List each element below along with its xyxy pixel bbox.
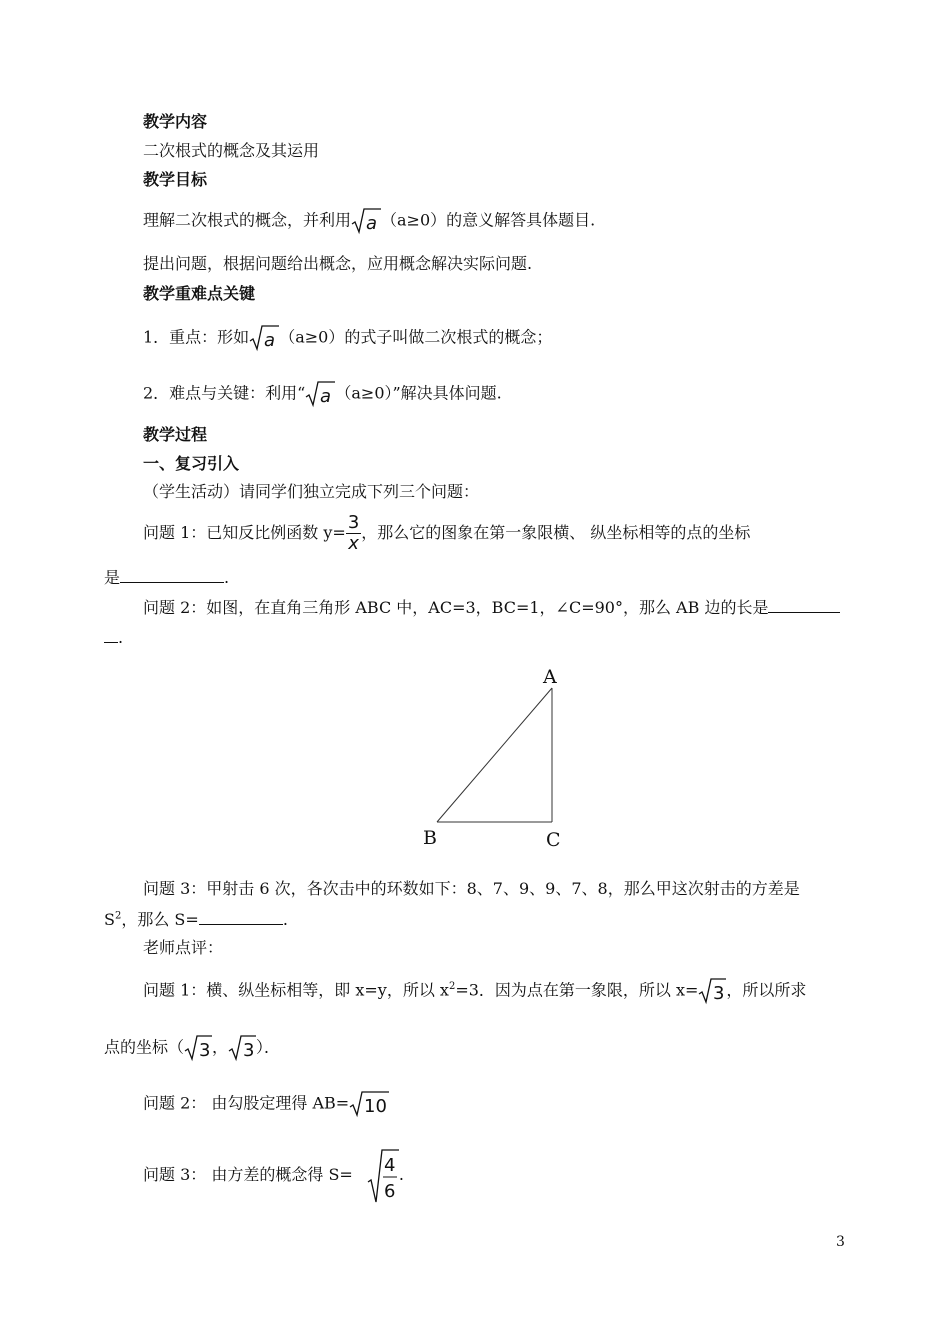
question-3-line-2 <box>104 910 288 928</box>
a1-line2-sep: ， <box>212 1037 229 1057</box>
sqrt-4-over-6-answer <box>367 1148 399 1204</box>
sqrt-3-coord-x <box>184 1034 212 1062</box>
a1-pre: 问题 1：横、纵坐标相等，即 x=y，所以 x <box>143 980 449 1000</box>
a3-post: . <box>398 1165 404 1184</box>
q2-end: . <box>118 628 124 647</box>
q1-end: . <box>224 568 230 587</box>
goal-1-pre: 理解二次根式的概念，并利用 <box>143 210 352 230</box>
q3-end: . <box>282 910 288 929</box>
svg-text:3: 3 <box>199 1040 211 1061</box>
review-heading: 一、复习引入 <box>143 454 240 473</box>
a1-post: ，所以所求 <box>726 980 807 1000</box>
right-triangle-figure <box>415 660 575 855</box>
vertex-label-c: C <box>546 829 561 851</box>
q3-sup: 2 <box>114 910 122 922</box>
answer-1-line-2 <box>104 1034 280 1062</box>
question-2-line-1 <box>143 598 840 616</box>
goal-1-post: （a≥0）的意义解答具体题目. <box>381 210 596 230</box>
q1-pre: 问题 1：已知反比例函数 y= <box>143 523 346 542</box>
question-3-line-1: 问题 3：甲射击 6 次，各次击中的环数如下：8、7、9、9、7、8，那么甲这次射击的方差是 <box>143 879 800 898</box>
key-line-1 <box>143 324 552 352</box>
a1-line2-post: ）． <box>256 1037 281 1057</box>
teacher-comment-label: 老师点评： <box>143 938 224 957</box>
goal-line-1 <box>143 207 595 235</box>
question-2-line-2 <box>104 628 123 646</box>
a1-sup: 2 <box>448 981 456 993</box>
answer-blank-2[interactable] <box>768 598 840 613</box>
sqrt-a-key1 <box>249 324 279 352</box>
activity-text: （学生活动）请同学们独立完成下列三个问题： <box>143 482 480 501</box>
question-1-line-1 <box>143 510 750 556</box>
svg-text:3: 3 <box>243 1040 255 1061</box>
process-heading: 教学过程 <box>143 425 208 444</box>
vertex-label-a: A <box>543 666 557 688</box>
a2-pre: 问题 2： 由勾股定理得 AB= <box>143 1093 350 1113</box>
a1-mid: =3．因为点在第一象限，所以 x= <box>455 980 699 1000</box>
answer-3-line <box>143 1145 404 1205</box>
key-2-pre: 2．难点与关键：利用“ <box>143 383 306 403</box>
q2-text: 问题 2：如图，在直角三角形 ABC 中，AC=3，BC=1，∠C=90°，那么 AB 边的长是 <box>143 598 769 617</box>
key-1-post: （a≥0）的式子叫做二次根式的概念； <box>279 327 553 347</box>
side-ab <box>437 688 552 822</box>
svg-text:10: 10 <box>364 1096 388 1117</box>
key-line-2 <box>143 380 502 408</box>
fraction-3-over-x <box>346 513 361 554</box>
key-heading: 教学重难点关键 <box>143 284 256 303</box>
svg-text:4: 4 <box>383 1154 396 1176</box>
page-number: 3 <box>836 1234 845 1250</box>
key-2-post: （a≥0）”解决具体问题. <box>335 383 502 403</box>
q3-mid: ，那么 S= <box>121 910 199 929</box>
q3-s: S <box>104 910 115 929</box>
sqrt-3-answer <box>698 977 726 1005</box>
fraction-numerator: 3 <box>347 512 360 533</box>
answer-1-line-1 <box>143 977 806 1005</box>
answer-blank-2-continued[interactable] <box>104 628 118 643</box>
content-heading: 教学内容 <box>143 112 208 131</box>
key-1-pre: 1．重点：形如 <box>143 327 250 347</box>
a1-line2-pre: 点的坐标（ <box>104 1037 185 1057</box>
svg-text:a: a <box>264 330 276 351</box>
answer-2-line <box>143 1090 389 1118</box>
answer-blank-3[interactable] <box>199 910 283 925</box>
sqrt-a-key2 <box>305 380 335 408</box>
sqrt-3-coord-y <box>228 1034 256 1062</box>
svg-text:a: a <box>320 386 332 407</box>
answer-blank-1[interactable] <box>120 568 224 583</box>
content-text: 二次根式的概念及其运用 <box>143 141 320 160</box>
q1-line2-text: 是 <box>104 568 121 587</box>
sqrt-10-answer <box>349 1090 389 1118</box>
goal-heading: 教学目标 <box>143 170 208 189</box>
sqrt-a-goal <box>351 207 381 235</box>
question-1-line-2 <box>104 568 229 586</box>
svg-text:6: 6 <box>383 1180 396 1202</box>
a3-pre: 问题 3： 由方差的概念得 S= <box>143 1165 353 1184</box>
goal-line-2: 提出问题，根据问题给出概念，应用概念解决实际问题. <box>143 254 533 273</box>
svg-text:a: a <box>366 213 378 234</box>
fraction-denominator: x <box>348 533 359 554</box>
vertex-label-b: B <box>423 827 437 849</box>
q1-post: ，那么它的图象在第一象限横、 纵坐标相等的点的坐标 <box>361 523 751 542</box>
svg-text:3: 3 <box>713 983 725 1004</box>
